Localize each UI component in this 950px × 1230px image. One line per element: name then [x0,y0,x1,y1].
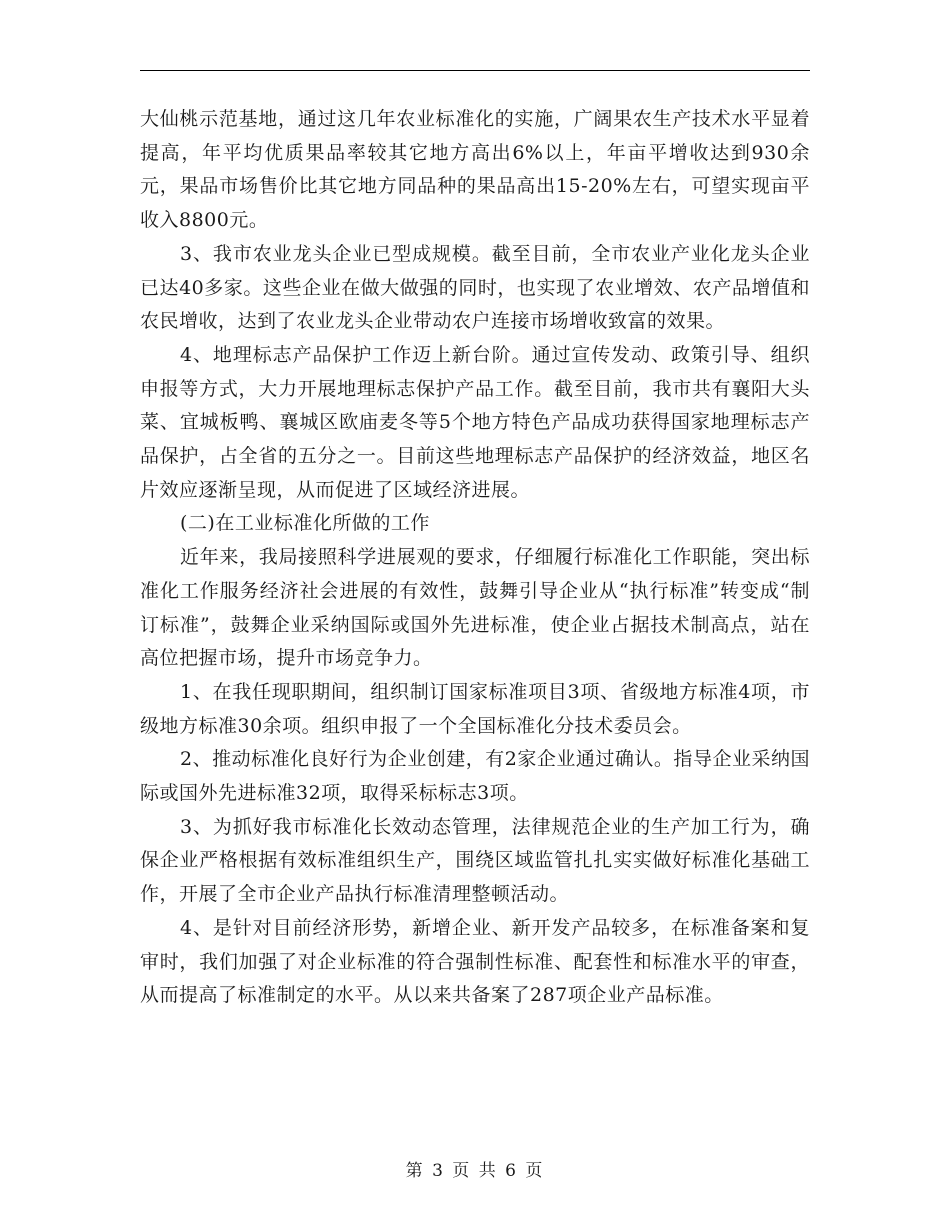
document-body [140,103,810,1013]
paragraph: 大仙桃示范基地，通过这几年农业标准化的实施，广阔果农生产技术水平显着提高，年平均优质果品率较其它地方高出6%以上，年亩平增收达到930余元，果品市场售价比其它地方同品种的果品高出15-20%左右，可望实现亩平收入8800元。 [140,108,810,232]
header-rule [140,70,810,71]
paragraph: 1、在我任现职期间，组织制订国家标准项目3项、省级地方标准4项，市级地方标准30余项。组织申报了一个全国标准化分技术委员会。 [140,680,810,737]
paragraph: 近年来，我局接照科学进展观的要求，仔细履行标准化工作职能，突出标准化工作服务经济社会进展的有效性，鼓舞引导企业从“执行标准”转变成“制订标准”，鼓舞企业采纳国际或国外先进标准，使企业占据技术制高点，站在高位把握市场，提升市场竞争力。 [140,546,810,670]
page-number-footer: 第 3 页 共 6 页 [405,1161,545,1181]
paragraph: 4、是针对目前经济形势，新增企业、新开发产品较多，在标准备案和复审时，我们加强了对企业标准的符合强制性标准、配套性和标准水平的审查，从而提高了标准制定的水平。从以来共备案了287项企业产品标准。 [140,916,810,1007]
paragraph: 3、我市农业龙头企业已型成规模。截至目前，全市农业产业化龙头企业已达40多家。这些企业在做大做强的同时，也实现了农业增效、农产品增值和农民增收，达到了农业龙头企业带动农户连接市场增收致富的效果。 [140,242,810,333]
paragraph: 2、推动标准化良好行为企业创建，有2家企业通过确认。指导企业采纳国际或国外先进标准32项，取得采标标志3项。 [140,748,810,805]
paragraph: 4、地理标志产品保护工作迈上新台阶。通过宣传发动、政策引导、组织申报等方式，大力开展地理标志保护产品工作。截至目前，我市共有襄阳大头菜、宜城板鸭、襄城区欧庙麦冬等5个地方特色产品成功获得国家地理标志产品保护，占全省的五分之一。目前这些地理标志产品保护的经济效益，地区名片效应逐渐呈现，从而促进了区域经济进展。 [140,343,810,501]
section-heading: (二)在工业标准化所做的工作 [180,512,430,535]
paragraph: 3、为抓好我市标准化长效动态管理，法律规范企业的生产加工行为，确保企业严格根据有效标准组织生产，围绕区域监管扎扎实实做好标准化基础工作，开展了全市企业产品执行标准清理整顿活动。 [140,815,810,906]
